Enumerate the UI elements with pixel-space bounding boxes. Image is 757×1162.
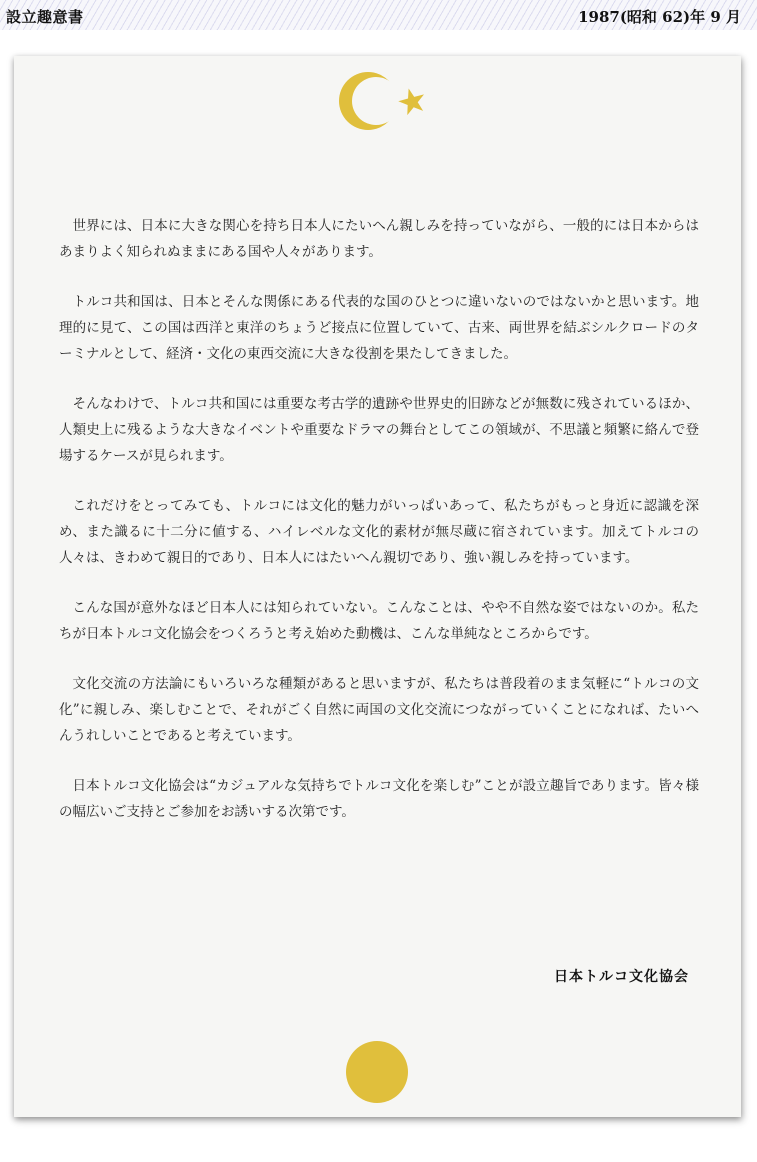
document-card [14,56,741,1117]
page-header [0,0,757,30]
crescent-star-icon [337,70,427,132]
paragraph-1: 世界には、日本に大きな関心を持ち日本人にたいへん親しみを持っていながら、一般的には日本からはあまりよく知られぬままにある国や人々があります。 [59,218,699,260]
paragraph-3: そんなわけで、トルコ共和国には重要な考古学的遺跡や世界史的旧跡などが無数に残されているほか、人類史上に残るような大きなイベントや重要なドラマの舞台としてこの領域が、不思議と頻繁に絡んで登場するケースが見られます。 [59,396,699,464]
paragraph-2: トルコ共和国は、日本とそんな関係にある代表的な国のひとつに違いないのではないかと思います。地理的に見て、この国は西洋と東洋のちょうど接点に位置していて、古来、両世界を結ぶシルクロードのターミナルとして、経済・文化の東西交流に大きな役割を果たしてきました。 [59,294,699,362]
signature: 日本トルコ文化協会 [554,969,689,985]
document-date: 1987(昭和 62)年 9 月 [578,8,741,26]
page-title: 設立趣意書 [6,8,84,26]
paragraph-7: 日本トルコ文化協会は“カジュアルな気持ちでトルコ文化を楽しむ”ことが設立趣旨であります。皆々様の幅広いご支持とご参加をお誘いする次第です。 [59,778,699,820]
document-body [59,213,699,849]
paragraph-6: 文化交流の方法論にもいろいろな種類があると思いますが、私たちは普段着のまま気軽に“トルコの文化”に親しみ、楽しむことで、それがごく自然に両国の文化交流につながっていくことになれば、たいへんうれしいことであると考えています。 [59,676,699,744]
paragraph-4: これだけをとってみても、トルコには文化的魅力がいっぱいあって、私たちがもっと身近に認識を深め、また識るに十二分に値する、ハイレベルな文化的素材が無尽蔵に宿されています。加えてトルコの人々は、きわめて親日的であり、日本人にはたいへん親切であり、強い親しみを持っています。 [59,498,699,566]
gold-circle-icon [346,1041,408,1103]
paragraph-5: こんな国が意外なほど日本人には知られていない。こんなことは、やや不自然な姿ではないのか。私たちが日本トルコ文化協会をつくろうと考え始めた動機は、こんな単純なところからです。 [59,600,699,642]
